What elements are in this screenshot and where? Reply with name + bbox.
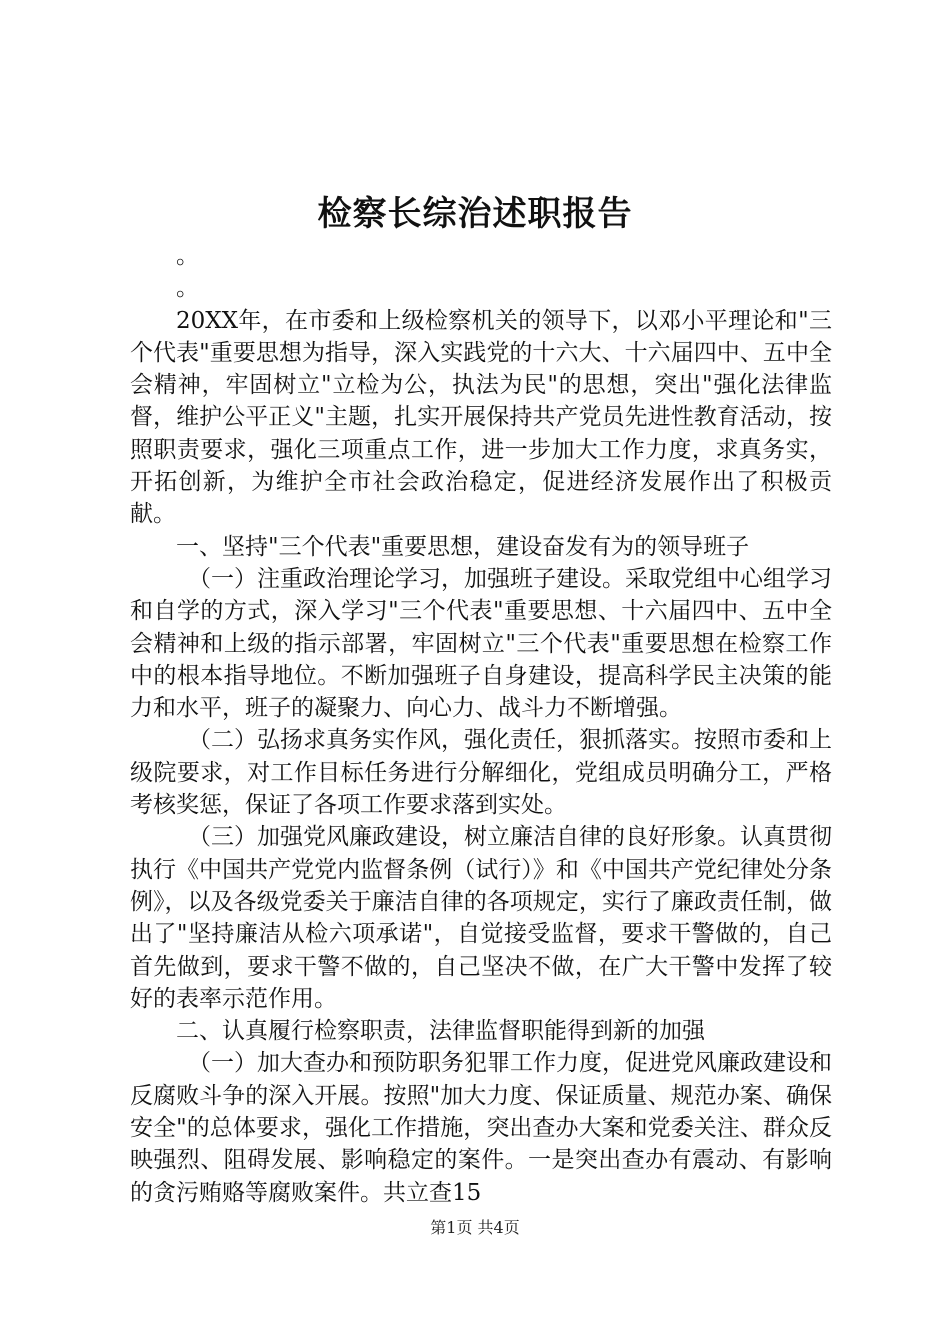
body-paragraph: （一）注重政治理论学习，加强班子建设。采取党组中心组学习和自学的方式，深入学习"三个代表"重要思想、十六届四中、五中全会精神和上级的指示部署，牢固树立"三个代表"重要思想在检察工作中的根本指导地位。不断加强班子自身建设，提高科学民主决策的能力和水平，班子的凝聚力、向心力、战斗力不断增强。 bbox=[130, 565, 832, 722]
body-paragraph: 。 bbox=[176, 243, 199, 269]
body-paragraph: （三）加强党风廉政建设，树立廉洁自律的良好形象。认真贯彻执行《中国共产党党内监督条例（试行）》和《中国共产党纪律处分条例》，以及各级党委关于廉洁自律的各项规定，实行了廉政责任制，做出了"坚持廉洁从检六项承诺"，自觉接受监督，要求干警做的，自己首先做到，要求干警不做的，自己坚决不做，在广大干警中发挥了较好的表率示范作用。 bbox=[130, 824, 832, 1012]
document-body bbox=[130, 240, 832, 1209]
body-paragraph: 。 bbox=[176, 275, 199, 302]
body-paragraph: （二）弘扬求真务实作风，强化责任，狠抓落实。按照市委和上级院要求，对工作目标任务进行分解细化，党组成员明确分工，严格考核奖惩，保证了各项工作要求落到实处。 bbox=[130, 727, 832, 819]
body-paragraph: 20XX年，在市委和上级检察机关的领导下，以邓小平理论和"三个代表"重要思想为指导，深入实践党的十六大、十六届四中、五中全会精神，牢固树立"立检为公，执法为民"的思想，突出"强化法律监督，维护公平正义"主题，扎实开展保持共产党员先进性教育活动，按照职责要求，强化三项重点工作，进一步加大工作力度，求真务实，开拓创新，为维护全市社会政治稳定，促进经济发展作出了积极贡献。 bbox=[130, 307, 832, 528]
section-heading: 二、认真履行检察职责，法律监督职能得到新的加强 bbox=[176, 1018, 705, 1045]
page-footer: 第1页 共4页 bbox=[430, 1218, 520, 1237]
document-title: 检察长综治述职报告 bbox=[317, 194, 633, 234]
section-heading: 一、坚持"三个代表"重要思想，建设奋发有为的领导班子 bbox=[176, 533, 750, 560]
body-paragraph: （一）加大查办和预防职务犯罪工作力度，促进党风廉政建设和反腐败斗争的深入开展。按照"加大力度、保证质量、规范办案、确保安全"的总体要求，强化工作措施，突出查办大案和党委关注、群众反映强烈、阻碍发展、影响稳定的案件。一是突出查办有震动、有影响的贪污贿赂等腐败案件。共立查15 bbox=[130, 1050, 832, 1206]
